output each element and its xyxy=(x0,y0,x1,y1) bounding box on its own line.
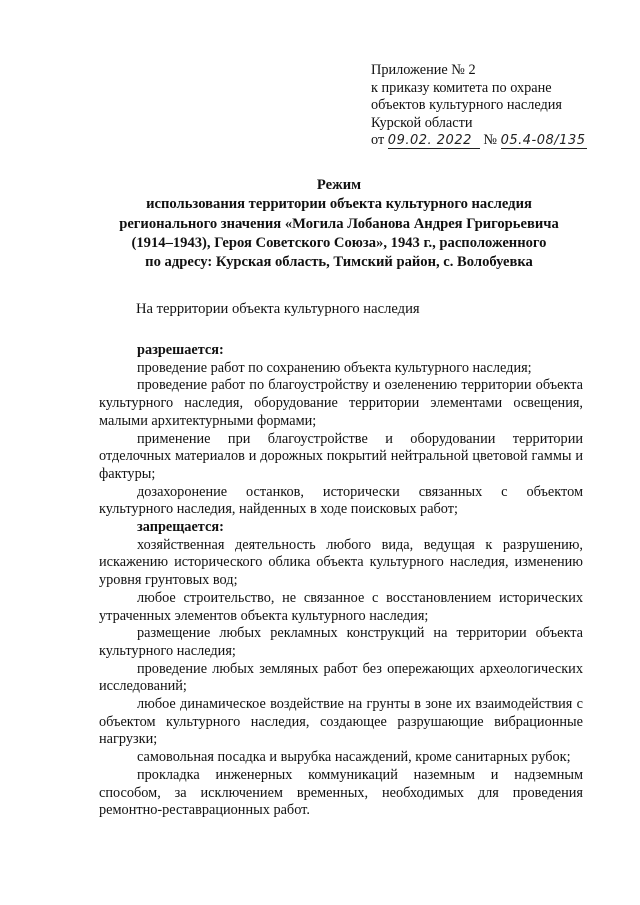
forbidden-item: хозяйственная деятельность любого вида, ведущая к разрушению, искажению исторического облика объекта культурного наследия, изменению уровня грунтовых вод; xyxy=(99,536,583,589)
order-date-handwritten: 09.02. 2022 xyxy=(388,133,480,149)
appendix-number: Приложение № 2 xyxy=(371,62,476,78)
order-number-label: № xyxy=(483,132,498,148)
appendix-order-ref: к приказу комитета по охране xyxy=(371,79,552,96)
title-line-3: регионального значения «Могила Лобанова Андрея Григорьевича xyxy=(119,215,559,232)
allowed-item: дозахоронение останков, исторически связанных с объектом культурного наследия, найденных в ходе поисковых работ; xyxy=(99,483,583,518)
title-line-5: по адресу: Курская область, Тимский район, с. Волобуевка xyxy=(145,254,533,271)
allowed-item: проведение работ по сохранению объекта культурного наследия; xyxy=(137,359,532,376)
title-line-4: (1914–1943), Героя Советского Союза», 1943 г., расположенного xyxy=(131,234,547,251)
forbidden-item: прокладка инженерных коммуникаций наземным и надземным способом, за исключением временных, необходимых для проведения ремонтно-реставрационных работ. xyxy=(99,766,583,819)
title-line-1: Режим xyxy=(316,177,362,193)
forbidden-item: любое строительство, не связанное с восстановлением исторических утраченных элементов объекта культурного наследия; xyxy=(99,589,583,624)
intro-text: На территории объекта культурного наследия xyxy=(136,301,420,317)
forbidden-item: размещение любых рекламных конструкций на территории объекта культурного наследия; xyxy=(99,625,583,659)
order-line xyxy=(371,132,633,151)
regime-body xyxy=(99,342,583,820)
appendix-region: Курской области xyxy=(371,114,473,131)
forbidden-item: любое динамическое воздействие на грунты в зоне их взаимодействия с объектом культурного наследия, создающее разрушающие вибрационные нагрузки; xyxy=(99,696,583,748)
order-prefix: от xyxy=(371,132,385,148)
forbidden-item: проведение любых земляных работ без опережающих археологических исследований; xyxy=(99,660,583,695)
allowed-label: разрешается: xyxy=(137,342,224,358)
forbidden-label: запрещается: xyxy=(137,519,224,536)
forbidden-item: самовольная посадка и вырубка насаждений, кроме санитарных рубок; xyxy=(137,749,571,766)
order-number-handwritten: 05.4-08/135 xyxy=(500,133,586,148)
document-title xyxy=(100,176,578,272)
title-line-2: использования территории объекта культурного наследия xyxy=(146,196,532,213)
allowed-item: применение при благоустройстве и оборудовании территории отделочных материалов и дорожных покрытий нейтральной цветовой гаммы и фактуры; xyxy=(99,430,583,482)
allowed-item: проведение работ по благоустройству и озеленению территории объекта культурного наследия, оборудование территории элементами освещения, малыми архитектурными формами; xyxy=(99,377,583,429)
appendix-header xyxy=(371,62,633,151)
appendix-committee: объектов культурного наследия xyxy=(371,97,562,113)
